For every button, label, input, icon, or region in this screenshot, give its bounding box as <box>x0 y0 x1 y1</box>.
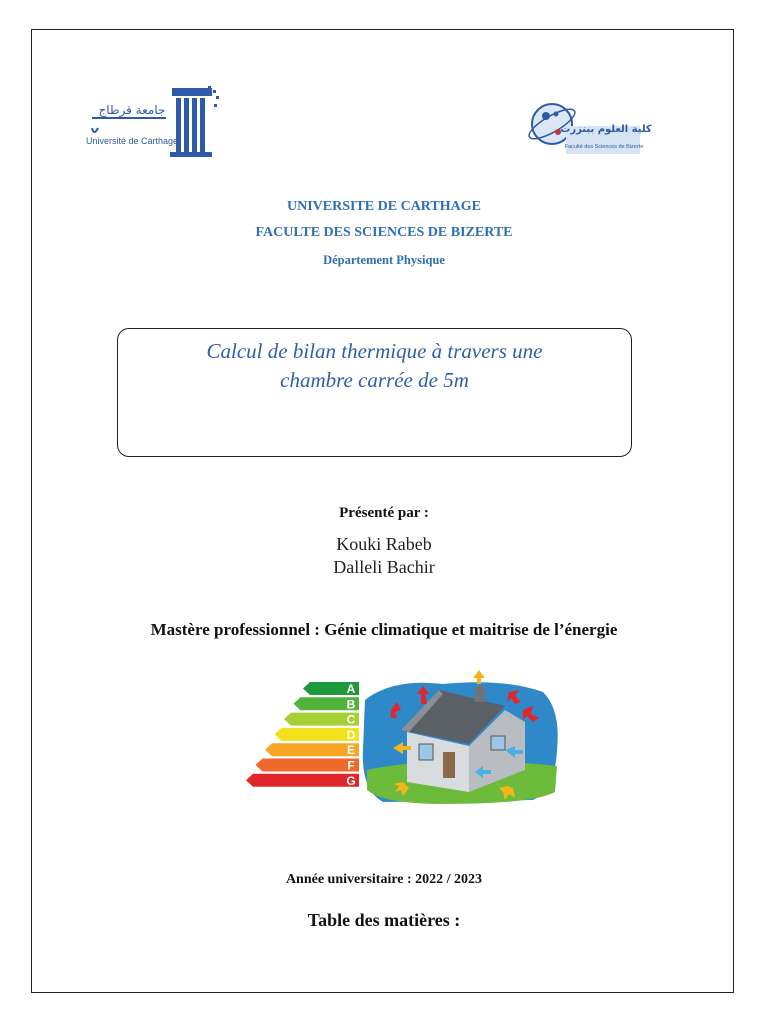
energy-class-bar <box>256 759 360 772</box>
title-box <box>117 328 632 457</box>
title-line-1: Calcul de bilan thermique à travers une <box>206 339 543 363</box>
presented-by-label: Présenté par : <box>339 505 429 521</box>
faculty-name: FACULTE DES SCIENCES DE BIZERTE <box>255 225 513 240</box>
energy-class-letter: C <box>346 712 356 727</box>
degree-title: Mastère professionnel : Génie climatique et maitrise de l’énergie <box>150 620 618 639</box>
department-name: Département Physique <box>323 253 445 267</box>
left-logo-arabic: جامعة قرطاج <box>98 103 166 117</box>
university-name: UNIVERSITE DE CARTHAGE <box>287 199 481 214</box>
energy-label-scale <box>246 682 359 788</box>
energy-class-letter: B <box>346 697 356 712</box>
energy-class-letter: G <box>346 773 356 788</box>
title-line-2: chambre carrée de 5m <box>280 368 469 392</box>
faculty-sciences-bizerte-logo <box>530 92 652 162</box>
energy-class-bar <box>246 774 359 787</box>
energy-class-letter: D <box>346 727 356 742</box>
table-of-contents-heading: Table des matières : <box>307 910 461 930</box>
energy-efficiency-illustration <box>243 670 563 810</box>
author-name: Dalleli Bachir <box>333 557 435 577</box>
energy-class-letter: A <box>346 682 356 696</box>
energy-class-letter: E <box>346 743 356 758</box>
right-logo-arabic: كلية العلوم ببنزرت <box>560 124 652 135</box>
energy-class-letter: F <box>347 758 355 773</box>
house-heat-loss-icon <box>363 670 558 804</box>
right-logo-caption: Faculté des Sciences de Bizerte <box>564 144 644 150</box>
university-of-carthage-logo <box>84 84 224 164</box>
left-logo-caption: Université de Carthage <box>85 136 179 146</box>
energy-class-bar <box>265 743 359 756</box>
author-name: Kouki Rabeb <box>336 534 432 554</box>
academic-year: Année universitaire : 2022 / 2023 <box>285 872 483 887</box>
